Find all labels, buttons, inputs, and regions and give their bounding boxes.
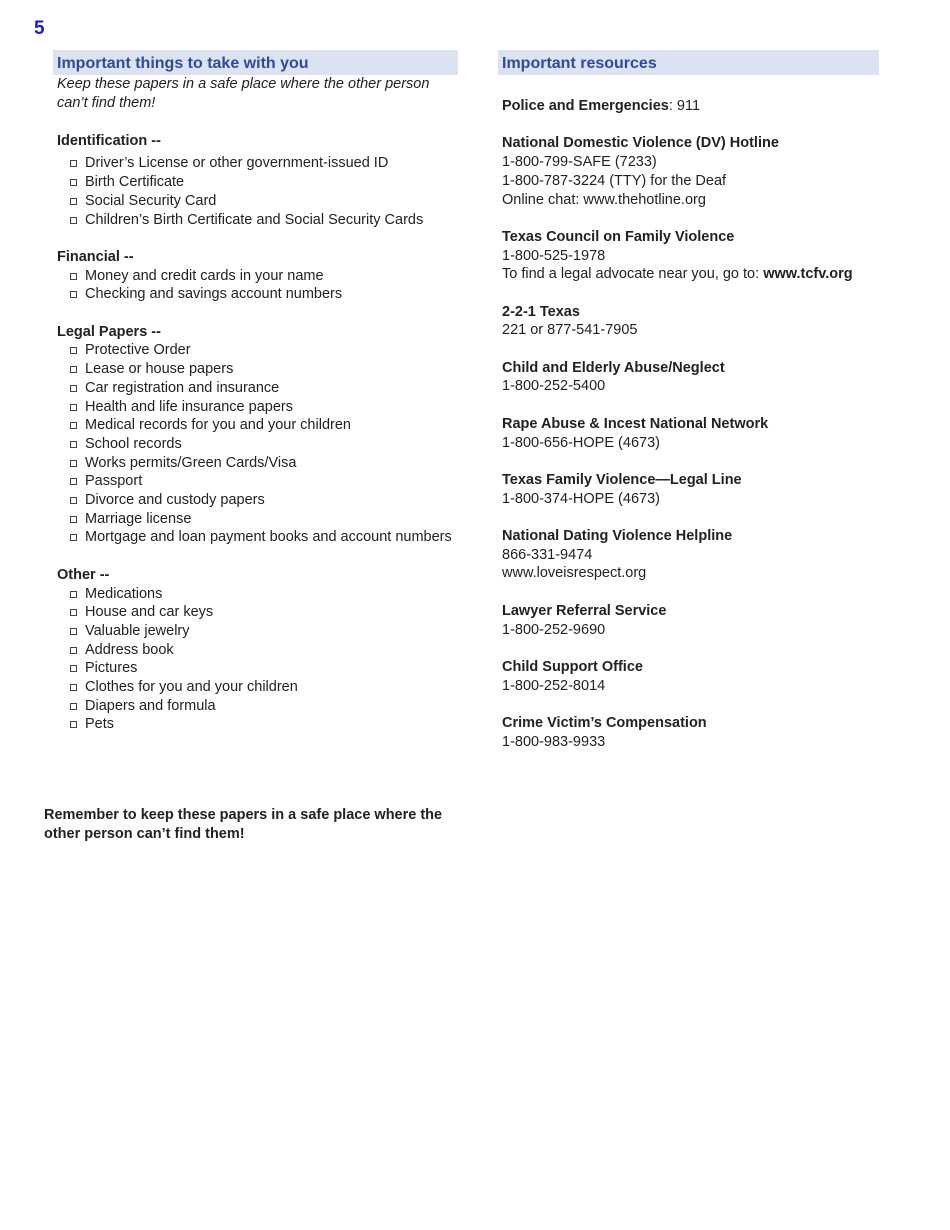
checklist-item (70, 454, 458, 473)
resource-name: Lawyer Referral Service (502, 602, 667, 619)
checklist-item-label: School records (85, 435, 182, 452)
checklist-group (53, 323, 458, 566)
checklist-item (70, 154, 458, 173)
resource-name: Texas Family Violence—Legal Line (502, 471, 742, 488)
checklist-group-title: Legal Papers -- (57, 323, 161, 340)
resource-detail: 1-800-374-HOPE (4673) (502, 490, 660, 507)
checkbox-icon[interactable] (70, 404, 77, 411)
resource-name: Rape Abuse & Incest National Network (502, 415, 769, 432)
checkbox-icon[interactable] (70, 385, 77, 392)
checkbox-icon[interactable] (70, 179, 77, 186)
checklist-item-label: Divorce and custody papers (85, 492, 265, 509)
reminder-text: Remember to keep these papers in a safe place where the other person can’t find them! (44, 807, 443, 842)
checklist-item-label: Checking and savings account numbers (85, 286, 343, 303)
checklist-item (70, 211, 458, 230)
checklist-item (70, 585, 458, 604)
checklist-item-label: Social Security Card (85, 192, 217, 209)
checklist-item-label: Address book (85, 641, 174, 658)
checklist-item-label: Valuable jewelry (85, 622, 190, 639)
checklist-group (53, 132, 458, 248)
resource-entry (502, 228, 879, 284)
checklist-item (70, 192, 458, 211)
checkbox-icon[interactable] (70, 347, 77, 354)
checkbox-icon[interactable] (70, 478, 77, 485)
checklist-item-label: Medical records for you and your children (85, 417, 351, 434)
checkbox-icon[interactable] (70, 422, 77, 429)
take-with-you-header: Important things to take with you (53, 50, 458, 75)
checkbox-icon[interactable] (70, 703, 77, 710)
resource-entry (502, 527, 879, 583)
checklist-item (70, 173, 458, 192)
checklist-item-label: Pets (85, 716, 115, 733)
resource-police (502, 97, 879, 116)
resources-header: Important resources (498, 50, 879, 75)
checkbox-icon[interactable] (70, 497, 77, 504)
resource-detail: 221 or 877-541-7905 (502, 322, 638, 339)
checklist-group-title: Other -- (57, 566, 110, 583)
resource-detail: 1-800-799-SAFE (7233) (502, 154, 657, 171)
resource-name: Crime Victim’s Compensation (502, 715, 707, 732)
checklist-item-label: Driver’s License or other government-issued ID (85, 155, 389, 172)
resources-column (498, 50, 879, 770)
checklist-item (70, 341, 458, 360)
checkbox-icon[interactable] (70, 647, 77, 654)
resource-name: Child and Elderly Abuse/Neglect (502, 359, 725, 376)
checkbox-icon[interactable] (70, 628, 77, 635)
checklist-item-label: Medications (85, 585, 163, 602)
checklist-item (70, 267, 458, 286)
checklist-item (70, 641, 458, 660)
checklist-item (70, 659, 458, 678)
checklist-item (70, 678, 458, 697)
checkbox-icon[interactable] (70, 441, 77, 448)
checklist-item (70, 510, 458, 529)
resource-detail: 1-800-656-HOPE (4673) (502, 434, 660, 451)
checklist-item-label: Birth Certificate (85, 174, 185, 191)
resource-entry (502, 602, 879, 639)
resource-name: Texas Council on Family Violence (502, 228, 735, 245)
checklist (57, 341, 458, 547)
checklist (57, 585, 458, 735)
resource-name: Police and Emergencies (502, 98, 669, 114)
resource-detail: 1-800-252-8014 (502, 677, 606, 694)
resource-entry (502, 415, 879, 452)
checkbox-icon[interactable] (70, 291, 77, 298)
checkbox-icon[interactable] (70, 684, 77, 691)
resource-name: 2-2-1 Texas (502, 303, 580, 320)
checkbox-icon[interactable] (70, 591, 77, 598)
checklist-item-label: Health and life insurance papers (85, 398, 293, 415)
resource-entry (502, 714, 879, 751)
checkbox-icon[interactable] (70, 460, 77, 467)
legal-advocate-note (502, 265, 879, 284)
checklist-group (53, 248, 458, 323)
resource-detail: www.loveisrespect.org (502, 565, 647, 582)
checklist-item-label: Marriage license (85, 510, 192, 527)
resource-detail: Online chat: www.thehotline.org (502, 191, 706, 208)
checklist-item (70, 622, 458, 641)
checklist-item-label: Mortgage and loan payment books and account numbers (85, 529, 452, 546)
resource-detail: 1-800-787-3224 (TTY) for the Deaf (502, 172, 727, 189)
checklist-item (70, 435, 458, 454)
resource-detail: 1-800-983-9933 (502, 733, 606, 750)
checklist-item (70, 715, 458, 734)
checklist (57, 154, 458, 229)
checklist-item-label: Clothes for you and your children (85, 679, 298, 696)
resource-detail: 1-800-252-5400 (502, 378, 606, 395)
resource-entry (502, 303, 879, 340)
checklist-item-label: Diapers and formula (85, 697, 216, 714)
checklist-item (70, 379, 458, 398)
checkbox-icon[interactable] (70, 721, 77, 728)
checklist-item (70, 360, 458, 379)
checklist-group (53, 566, 458, 734)
resource-detail: 1-800-525-1978 (502, 247, 606, 264)
checkbox-icon[interactable] (70, 609, 77, 616)
checklist-item-label: Money and credit cards in your name (85, 267, 324, 284)
checklist-item (70, 472, 458, 491)
checklist-item (70, 285, 458, 304)
checklist-item-label: Works permits/Green Cards/Visa (85, 454, 297, 471)
intro-text: Keep these papers in a safe place where the other person can’t find them! (57, 76, 430, 111)
take-with-you-column (53, 50, 458, 734)
checkbox-icon[interactable] (70, 516, 77, 523)
checklist-item-label: Pictures (85, 660, 138, 677)
checkbox-icon[interactable] (70, 366, 77, 373)
resource-entry (502, 471, 879, 508)
tcfv-link[interactable]: www.tcfv.org (763, 266, 853, 283)
checklist-item (70, 603, 458, 622)
resource-entry (502, 134, 879, 209)
resource-entry (502, 359, 879, 396)
checklist-item-label: Passport (85, 473, 143, 490)
checklist-item-label: House and car keys (85, 604, 214, 621)
page-number: 5 (34, 18, 45, 39)
checklist-item-label: Car registration and insurance (85, 379, 280, 396)
resource-name: Child Support Office (502, 658, 643, 675)
checklist-item (70, 528, 458, 547)
checklist-item (70, 697, 458, 716)
checkbox-icon[interactable] (70, 198, 77, 205)
checkbox-icon[interactable] (70, 273, 77, 280)
resource-number: : 911 (668, 98, 701, 114)
resource-detail: 1-800-252-9690 (502, 621, 606, 638)
checklist-item (70, 416, 458, 435)
checklist-item-label: Lease or house papers (85, 361, 234, 378)
checklist-item (70, 491, 458, 510)
legal-advocate-text: To find a legal advocate near you, go to: (502, 266, 764, 283)
checkbox-icon[interactable] (70, 534, 77, 541)
checklist-item (70, 398, 458, 417)
resource-name: National Domestic Violence (DV) Hotline (502, 135, 779, 152)
resource-detail: 866-331-9474 (502, 546, 593, 563)
checkbox-icon[interactable] (70, 665, 77, 672)
checkbox-icon[interactable] (70, 160, 77, 167)
resource-entry (502, 658, 879, 695)
checklist-item-label: Children’s Birth Certificate and Social Security Cards (85, 211, 424, 228)
checklist-item-label: Protective Order (85, 342, 191, 359)
checklist (57, 267, 458, 304)
resource-name: National Dating Violence Helpline (502, 528, 733, 545)
checkbox-icon[interactable] (70, 217, 77, 224)
checklist-group-title: Financial -- (57, 248, 134, 265)
checklist-group-title: Identification -- (57, 132, 161, 149)
